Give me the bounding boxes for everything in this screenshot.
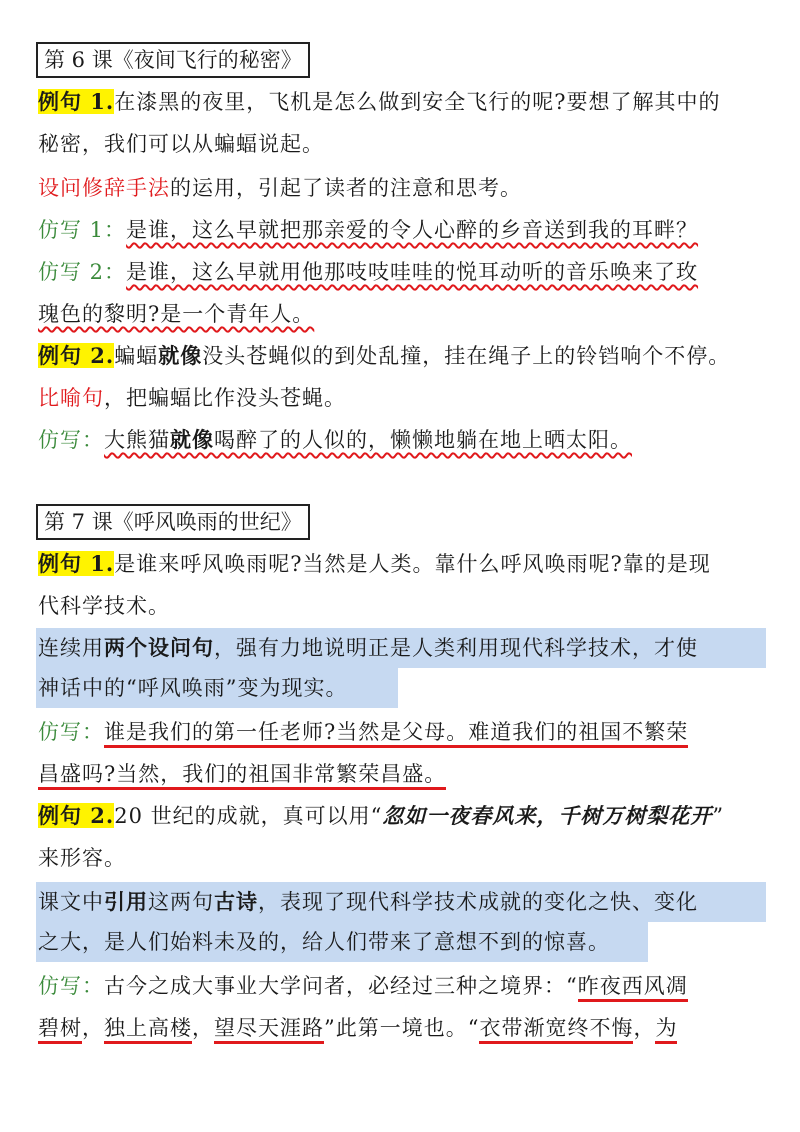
lesson7-imitation1-line1 <box>38 716 770 748</box>
imitation-text: 瑰色的黎明?是一个青年人。 <box>38 302 315 326</box>
example-text: 蝙蝠 <box>114 344 159 368</box>
lesson6-imitation1 <box>38 214 770 246</box>
lesson7-note1-line2: 神话中的“呼风唤雨”变为现实。 <box>38 676 348 700</box>
imitation-label: 仿写 2： <box>38 260 127 284</box>
lesson7-imitation2-line1: 仿写：古今之成大事业大学问者，必经过三种之境界：“昨夜西风凋 <box>38 970 770 1002</box>
example-label: 例句 2. <box>38 343 115 368</box>
note-text: ，把蝙蝠比作没头苍蝇。 <box>104 386 346 410</box>
example-text: 20 世纪的成就，真可以用“ <box>114 804 383 828</box>
lesson6-imitation3 <box>38 424 770 456</box>
imitation-label: 仿写： <box>38 974 104 998</box>
imitation-text: 是谁，这么早就用他那吱吱哇哇的悦耳动听的音乐唤来了玫 <box>126 260 699 284</box>
lesson7-title: 第 7 课《呼风唤雨的世纪》 <box>36 504 310 540</box>
rhetoric-term: 比喻句 <box>38 386 104 410</box>
lesson7-imitation2-line2: 碧树，独上高楼，望尽天涯路”此第一境也。“衣带渐宽终不悔，为 <box>38 1012 770 1044</box>
lesson6-note2 <box>38 382 770 414</box>
lesson7-note2-line2: 之大，是人们始料未及的，给人们带来了意想不到的惊喜。 <box>38 930 610 954</box>
lesson6-note1 <box>38 172 770 204</box>
lesson7-imitation1-line2 <box>38 758 770 790</box>
lesson7-note2-line1: 课文中引用这两句古诗，表现了现代科学技术成就的变化之快、变化 <box>38 889 698 914</box>
note-text: 的运用，引起了读者的注意和思考。 <box>170 176 522 200</box>
imitation-label: 仿写 1： <box>38 218 127 242</box>
poem-quote: 忽如一夜春风来，千树万树梨花开 <box>382 803 713 828</box>
imitation-text: 大熊猫就像喝醉了的人似的，懒懒地躺在地上晒太阳。 <box>104 427 632 452</box>
lesson6-imitation2-line1 <box>38 256 770 288</box>
lesson7-note1-line1: 连续用两个设问句，强有力地说明正是人类利用现代科学技术，才使 <box>38 635 698 660</box>
imitation-text: 谁是我们的第一任老师?当然是父母。难道我们的祖国不繁荣 <box>104 720 688 748</box>
imitation-label: 仿写： <box>38 720 104 744</box>
lesson6-example1-line2: 秘密，我们可以从蝙蝠说起。 <box>38 132 324 156</box>
imitation-label: 仿写： <box>38 428 104 452</box>
example-text: 在漆黑的夜里，飞机是怎么做到安全飞行的呢?要想了解其中的 <box>114 90 721 114</box>
example-label: 例句 1. <box>38 89 115 114</box>
lesson6-example1-line1 <box>38 86 770 118</box>
example-label: 例句 2. <box>38 803 115 828</box>
imitation-text: 昌盛吗?当然，我们的祖国非常繁荣昌盛。 <box>38 762 446 790</box>
example-label: 例句 1. <box>38 551 115 576</box>
lesson7-example2-line2: 来形容。 <box>38 846 126 870</box>
lesson7-example2-line1: 例句 2.20 世纪的成就，真可以用“忽如一夜春风来，千树万树梨花开” <box>38 803 725 828</box>
lesson6-example2 <box>38 340 770 372</box>
example-text: 没头苍蝇似的到处乱撞，挂在绳子上的铃铛响个不停。 <box>202 344 731 368</box>
example-text: 是谁来呼风唤雨呢?当然是人类。靠什么呼风唤雨呢?靠的是现 <box>114 552 711 576</box>
lesson7-example1-line1 <box>38 548 770 580</box>
keyword: 就像 <box>158 343 203 368</box>
imitation-text: 是谁，这么早就把那亲爱的令人心醉的乡音送到我的耳畔？ <box>126 218 699 242</box>
lesson7-example1-line2: 代科学技术。 <box>38 594 170 618</box>
lesson6-title: 第 6 课《夜间飞行的秘密》 <box>36 42 310 78</box>
lesson6-imitation2-line2 <box>38 298 770 330</box>
rhetoric-term: 设问修辞手法 <box>38 176 170 200</box>
